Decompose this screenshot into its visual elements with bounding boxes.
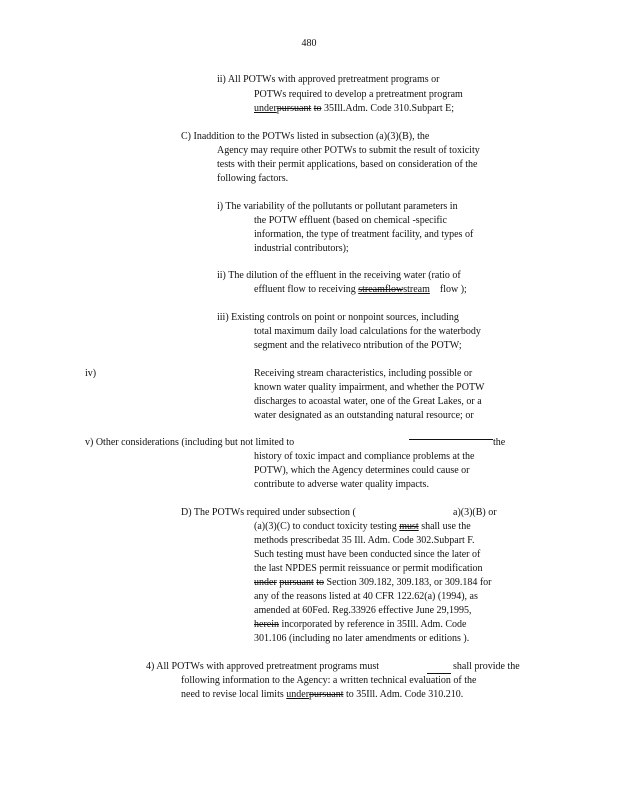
line: iv) (85, 368, 97, 379)
line: known water quality impairment, and whether the POTW (254, 382, 485, 393)
line: need to revise local limits underpursuant to 35Ill. Adm. Code 310.210. (181, 689, 464, 700)
line: discharges to acoastal water, one of the Great Lakes, or a (254, 396, 482, 407)
line: effluent flow to receiving streamflowstream flow ); (254, 284, 467, 295)
line: following factors. (217, 173, 289, 184)
line: ii) The dilution of the effluent in the receiving water (ratio of (217, 270, 461, 281)
line: ii) All POTWs with approved pretreatment programs or (217, 74, 440, 85)
line: C) Inaddition to the POTWs listed in subsection (a)(3)(B), the (181, 131, 430, 142)
line: contribute to adverse water quality impacts. (254, 479, 429, 490)
line: segment and the relativeco ntribution of the POTW; (254, 340, 462, 351)
line: underpursuant to 35Ill.Adm. Code 310.Subpart E; (254, 103, 455, 114)
line: the (493, 437, 506, 448)
line: a)(3)(B) or (453, 507, 497, 518)
line: i) The variability of the pollutants or pollutant parameters in (217, 201, 458, 212)
line: total maximum daily load calculations for the waterbody (254, 326, 481, 337)
line: v) Other considerations (including but not limited to (85, 437, 295, 448)
line: Agency may require other POTWs to submit the result of toxicity (217, 145, 480, 156)
line: 4) All POTWs with approved pretreatment programs must (146, 661, 380, 672)
line: POTW), which the Agency determines could cause or (254, 465, 470, 476)
line: 301.106 (including no later amendments or editions ). (254, 633, 470, 644)
insertion-rule (409, 439, 493, 440)
line: herein incorporated by reference in 35Ill. Adm. Code (254, 619, 467, 630)
line: any of the reasons listed at 40 CFR 122.62(a) (1994), as (254, 591, 478, 602)
line: water designated as an outstanding natural resource; or (254, 410, 474, 421)
line: Receiving stream characteristics, including possible or (254, 368, 473, 379)
insertion-rule (427, 673, 451, 674)
line: under pursuant to Section 309.182, 309.183, or 309.184 for (254, 577, 492, 588)
line: Such testing must have been conducted since the later of (254, 549, 481, 560)
line: (a)(3)(C) to conduct toxicity testing must shall use the (254, 521, 471, 532)
line: the last NPDES permit reissuance or permit modification (254, 563, 483, 574)
line: amended at 60Fed. Reg.33926 effective June 29,1995, (254, 605, 472, 616)
line: D) The POTWs required under subsection ( (181, 507, 356, 518)
line: the POTW effluent (based on chemical -specific (254, 215, 447, 226)
line: industrial contributors); (254, 243, 349, 254)
line: following information to the Agency: a written technical evaluation of the (181, 675, 477, 686)
line: methods prescribedat 35 Ill. Adm. Code 302.Subpart F. (254, 535, 475, 546)
line: tests with their permit applications, based on consideration of the (217, 159, 478, 170)
line: iii) Existing controls on point or nonpoint sources, including (217, 312, 459, 323)
page-number: 480 (301, 38, 317, 49)
line: history of toxic impact and compliance problems at the (254, 451, 475, 462)
line: information, the type of treatment facility, and types of (254, 229, 474, 240)
line: shall provide the (453, 661, 520, 672)
line: POTWs required to develop a pretreatment program (254, 89, 463, 100)
